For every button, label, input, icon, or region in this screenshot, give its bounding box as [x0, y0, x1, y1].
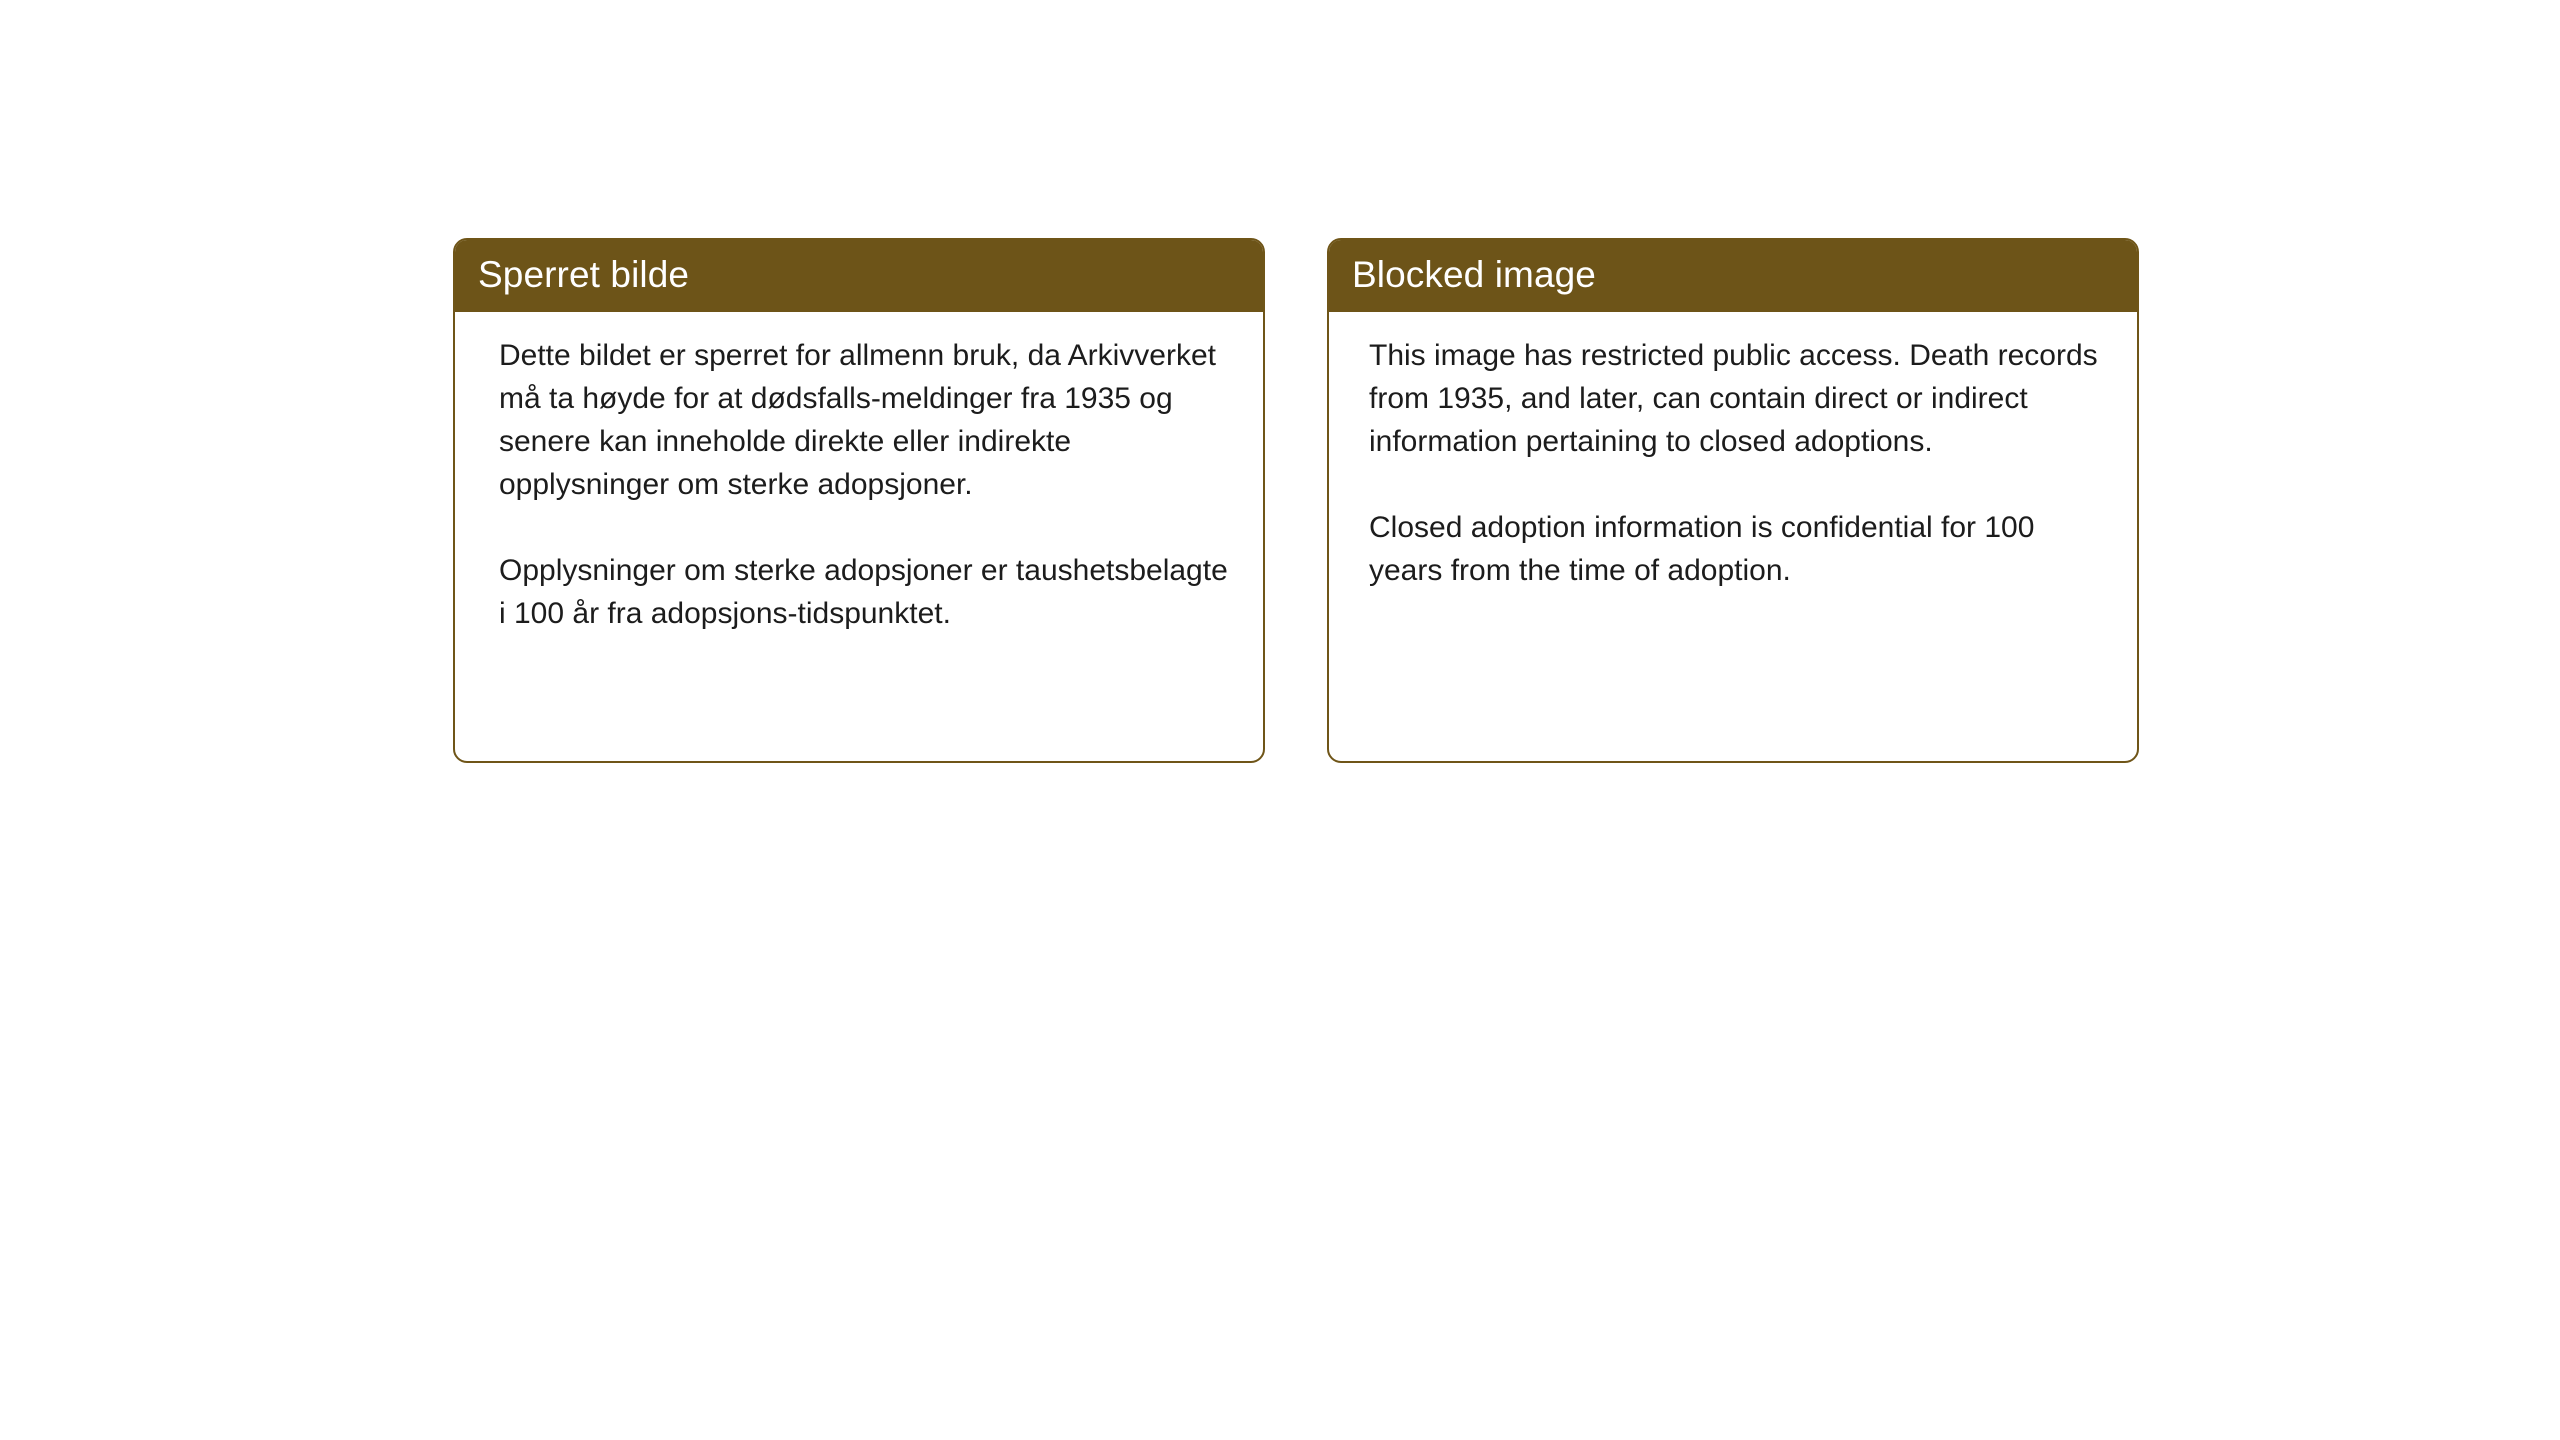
panel-body-norwegian	[455, 312, 1263, 655]
panel-paragraph: Closed adoption information is confidential for 100 years from the time of adoption.	[1369, 511, 2035, 587]
panel-title-norwegian: Sperret bilde	[455, 240, 1263, 312]
blocked-image-panel-english	[1327, 238, 2139, 763]
blocked-image-panel-norwegian	[453, 238, 1265, 763]
panel-paragraph: Dette bildet er sperret for allmenn bruk, da Arkivverket må ta høyde for at dødsfalls-meldinger fra 1935 og senere kan inneholde direkte eller indirekte opplysninger om sterke adopsjoner.	[499, 339, 1216, 501]
panel-paragraph: This image has restricted public access. Death records from 1935, and later, can contain direct or indirect information pertaining to closed adoptions.	[1369, 339, 2098, 458]
panel-title-english: Blocked image	[1329, 240, 2137, 312]
panel-body-english	[1329, 312, 2137, 612]
panel-paragraph: Opplysninger om sterke adopsjoner er taushetsbelagte i 100 år fra adopsjons-tidspunktet.	[499, 554, 1228, 630]
